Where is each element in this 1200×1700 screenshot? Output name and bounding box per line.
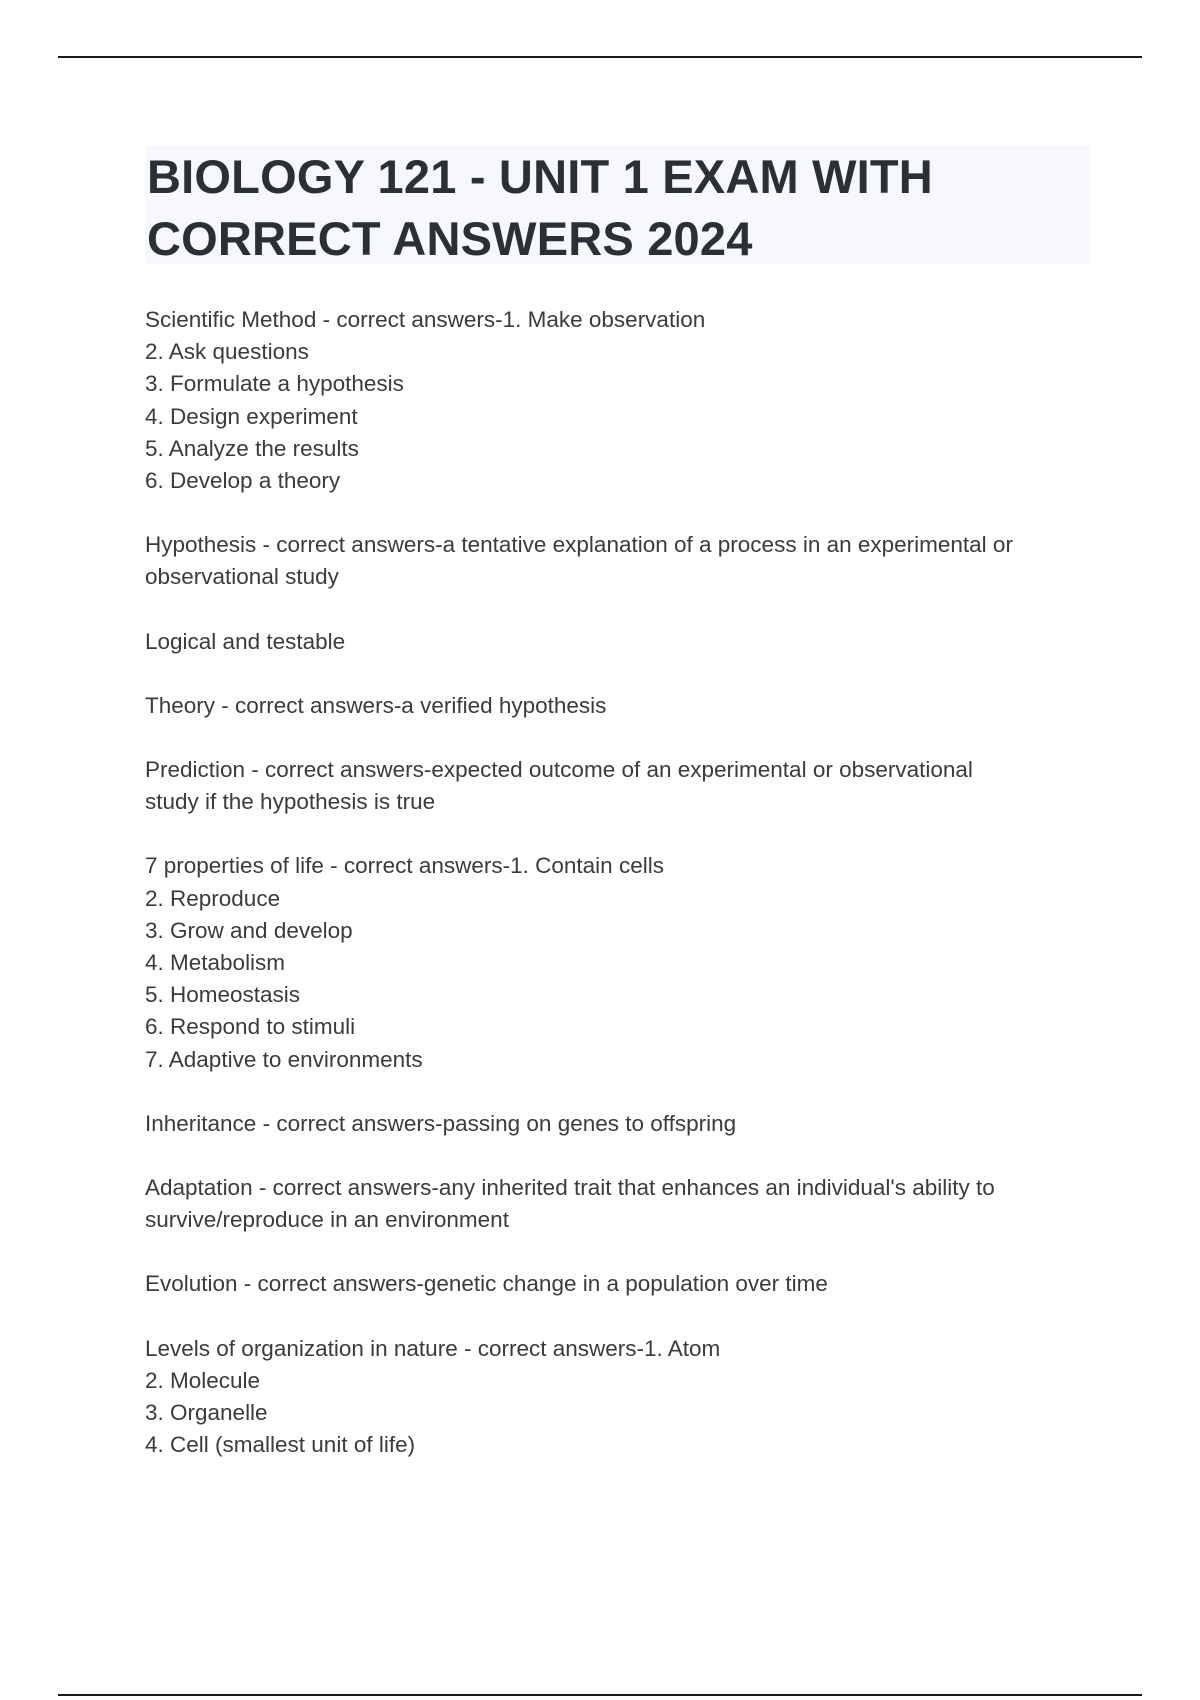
qa-entry-line: observational study xyxy=(145,564,339,590)
qa-entry xyxy=(145,529,1095,593)
title-block xyxy=(145,146,1089,264)
footer-rule xyxy=(58,1694,1142,1696)
qa-entry xyxy=(145,754,1095,818)
qa-entry-line: 5. Analyze the results xyxy=(145,435,359,461)
qa-entry-line: 2. Reproduce xyxy=(145,885,281,911)
qa-entry-line: 3. Formulate a hypothesis xyxy=(145,371,404,397)
qa-entry-line: 6. Develop a theory xyxy=(145,468,341,494)
qa-entry-line: 4. Design experiment xyxy=(145,403,358,429)
qa-entry xyxy=(145,1268,1095,1300)
qa-entry-line: Logical and testable xyxy=(145,628,346,654)
qa-entry-line: 5. Homeostasis xyxy=(145,982,301,1008)
qa-entry-line: 7. Adaptive to environments xyxy=(145,1046,423,1072)
qa-entry-line: Levels of organization in nature - correct answers-1. Atom xyxy=(145,1335,721,1361)
qa-entry-line: 2. Molecule xyxy=(145,1367,261,1393)
qa-entry-line: 3. Organelle xyxy=(145,1400,268,1426)
qa-entry-line: Hypothesis - correct answers-a tentative explanation of a process in an experimental or xyxy=(145,532,1013,558)
qa-entry-line: Prediction - correct answers-expected outcome of an experimental or observational xyxy=(145,757,973,783)
qa-content xyxy=(145,304,1095,1493)
qa-entry-line: Theory - correct answers-a verified hypothesis xyxy=(145,692,607,718)
qa-entry-line: Inheritance - correct answers-passing on genes to offspring xyxy=(145,1110,737,1136)
qa-entry xyxy=(145,626,1095,658)
qa-entry xyxy=(145,1172,1095,1236)
qa-entry xyxy=(145,1108,1095,1140)
title-line-1: BIOLOGY 121 - UNIT 1 EXAM WITH xyxy=(147,150,933,203)
qa-entry-line: study if the hypothesis is true xyxy=(145,789,436,815)
qa-entry-line: 3. Grow and develop xyxy=(145,917,353,943)
qa-entry-line: 7 properties of life - correct answers-1. Contain cells xyxy=(145,853,664,879)
qa-entry-line: Evolution - correct answers-genetic change in a population over time xyxy=(145,1271,828,1297)
qa-entry-line: 2. Ask questions xyxy=(145,339,309,365)
qa-entry-line: Adaptation - correct answers-any inherited trait that enhances an individual's ability to xyxy=(145,1175,995,1201)
qa-entry-line: 6. Respond to stimuli xyxy=(145,1014,356,1040)
qa-entry-line: Scientific Method - correct answers-1. Make observation xyxy=(145,307,706,332)
qa-entry xyxy=(145,850,1095,1075)
qa-entry xyxy=(145,1333,1095,1462)
qa-entry-line: 4. Metabolism xyxy=(145,950,286,976)
header-rule xyxy=(58,56,1142,58)
qa-entry xyxy=(145,304,1095,497)
qa-entry-line: survive/reproduce in an environment xyxy=(145,1207,509,1233)
document-title xyxy=(147,146,1087,270)
qa-entry-line: 4. Cell (smallest unit of life) xyxy=(145,1432,416,1458)
title-line-2: CORRECT ANSWERS 2024 xyxy=(147,212,753,265)
qa-entry xyxy=(145,690,1095,722)
